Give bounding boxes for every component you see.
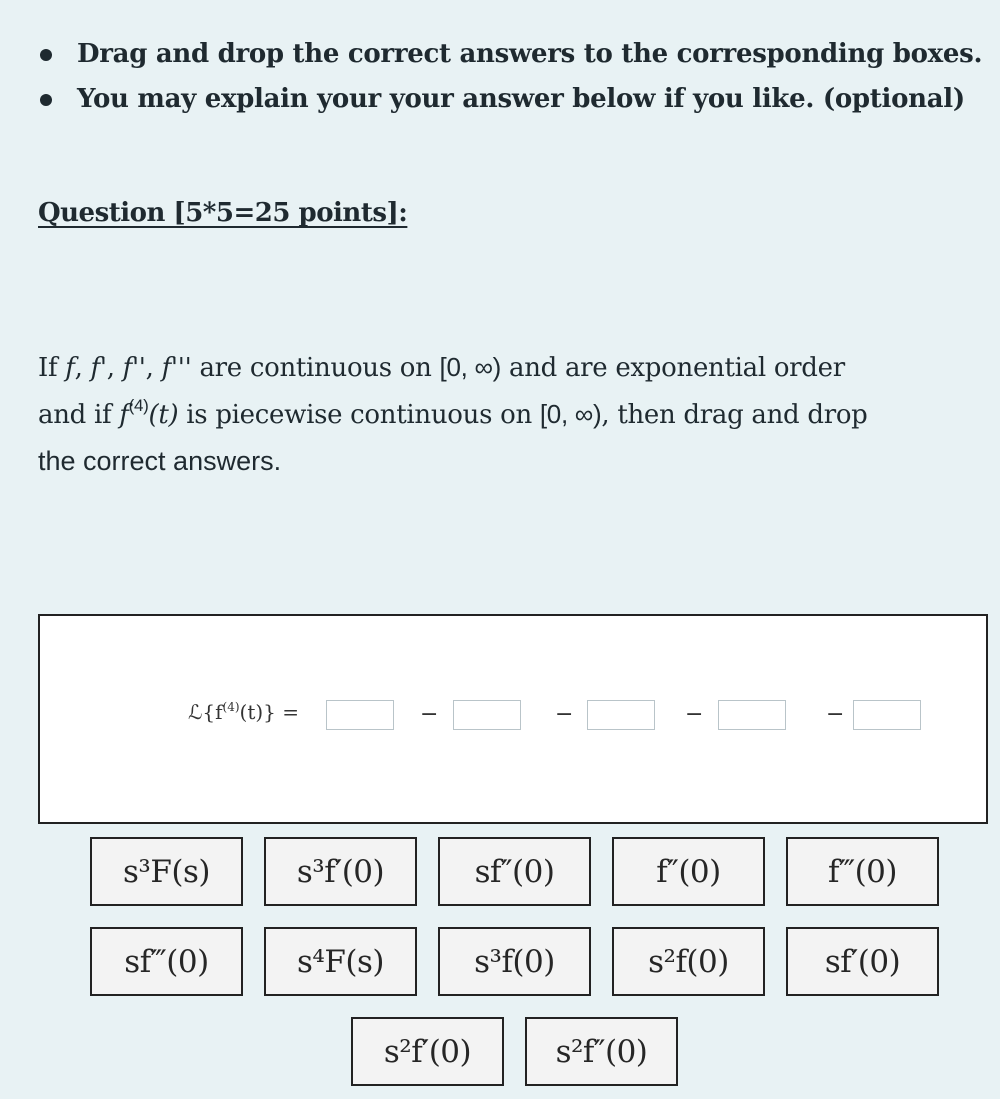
instructions-list bbox=[38, 32, 982, 122]
drop-slot-5[interactable] bbox=[853, 700, 921, 730]
answer-tile[interactable] bbox=[264, 837, 417, 906]
answer-tile[interactable] bbox=[264, 927, 417, 996]
bullet-icon bbox=[40, 94, 52, 106]
answer-tile-label: s³f′(0) bbox=[296, 853, 385, 890]
drop-slot-2[interactable] bbox=[453, 700, 521, 730]
instruction-item bbox=[38, 32, 982, 77]
answer-tile[interactable] bbox=[90, 837, 243, 906]
answer-tile[interactable] bbox=[525, 1017, 678, 1086]
answer-tile-label: f‴(0) bbox=[827, 853, 897, 890]
answer-tile-label: s²f(0) bbox=[648, 943, 729, 980]
minus-sign: − bbox=[420, 702, 439, 727]
answer-tile-label: f″(0) bbox=[656, 853, 721, 890]
minus-sign: − bbox=[826, 702, 845, 727]
answer-tile[interactable] bbox=[786, 837, 939, 906]
instruction-text: You may explain your your answer below if you like. (optional) bbox=[77, 84, 965, 114]
question-line-2: and if $f^{(4)}(t)$ is piecewise continuous on [0, ∞), then drag and drop bbox=[38, 396, 868, 430]
drop-slot-1[interactable] bbox=[326, 700, 394, 730]
instruction-item bbox=[38, 77, 982, 122]
answer-tile-label: s³F(s) bbox=[123, 853, 210, 890]
answer-tile-label: sf‴(0) bbox=[124, 943, 209, 980]
question-title: Question [5*5=25 points]: bbox=[38, 198, 408, 228]
drop-slot-3[interactable] bbox=[587, 700, 655, 730]
answer-drop-area bbox=[38, 614, 988, 824]
answer-tile-label: s²f″(0) bbox=[555, 1033, 648, 1070]
laplace-equation-lhs: $ℒ\{f^{(4)}(t)\}$ = bbox=[188, 700, 300, 724]
answer-tile[interactable] bbox=[786, 927, 939, 996]
answer-tile-label: sf″(0) bbox=[474, 853, 555, 890]
minus-sign: − bbox=[685, 702, 704, 727]
answer-tile-label: s³f(0) bbox=[474, 943, 555, 980]
answer-tile-label: s⁴F(s) bbox=[297, 943, 384, 980]
answer-tile-label: s²f′(0) bbox=[383, 1033, 472, 1070]
answer-tile[interactable] bbox=[438, 927, 591, 996]
bullet-icon bbox=[40, 49, 52, 61]
answer-tile[interactable] bbox=[351, 1017, 504, 1086]
answer-tile[interactable] bbox=[612, 837, 765, 906]
question-line-1: If f, f', f'', f''' are continuous on [0, ∞) and are exponential order bbox=[38, 352, 845, 383]
drop-slot-4[interactable] bbox=[718, 700, 786, 730]
answer-tile[interactable] bbox=[438, 837, 591, 906]
question-text bbox=[38, 344, 993, 484]
answer-tile-label: sf′(0) bbox=[824, 943, 901, 980]
answer-tile[interactable] bbox=[90, 927, 243, 996]
minus-sign: − bbox=[555, 702, 574, 727]
question-line-3: the correct answers. bbox=[38, 446, 282, 476]
answer-tile[interactable] bbox=[612, 927, 765, 996]
instruction-text: Drag and drop the correct answers to the corresponding boxes. bbox=[77, 39, 983, 69]
